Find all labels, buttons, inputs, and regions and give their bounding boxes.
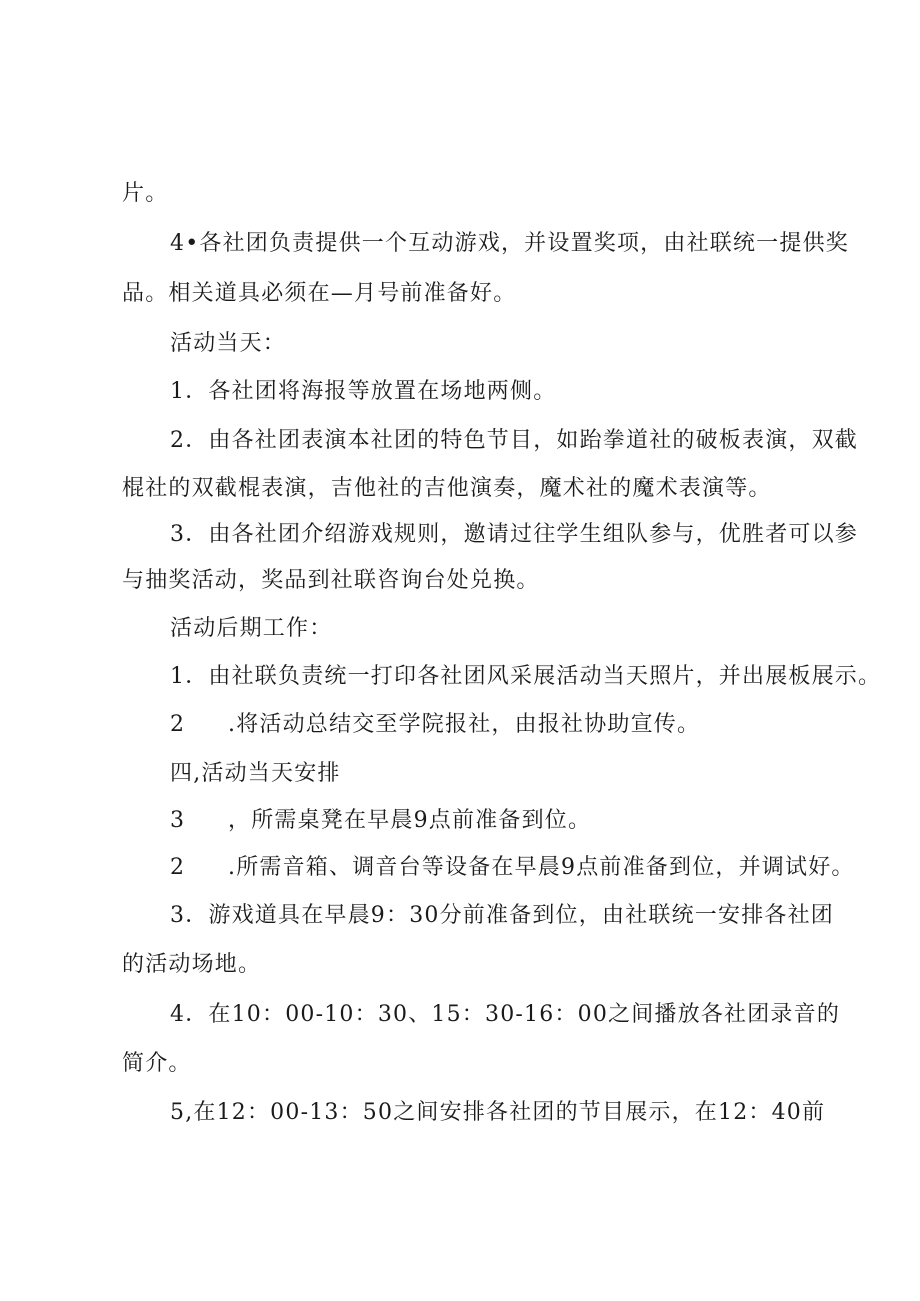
- text-line: 2．由各社团表演本社团的特色节目，如跆拳道社的破板表演，双截: [170, 428, 858, 453]
- section-heading: 四,活动当天安排: [170, 761, 341, 786]
- text-line: 与抽奖活动，奖品到社联咨询台处兑换。: [122, 568, 540, 593]
- text-line: 4•各社团负责提供一个互动游戏，并设置奖项，由社联统一提供奖: [170, 231, 849, 256]
- list-number: 3: [170, 808, 186, 833]
- text-line: 的活动场地。: [122, 952, 262, 977]
- text-line: 3．由各社团介绍游戏规则，邀请过往学生组队参与，优胜者可以参: [170, 522, 858, 547]
- list-number: 2: [170, 855, 186, 880]
- text-line: 棍社的双截棍表演，吉他社的吉他演奏，魔术社的魔术表演等。: [122, 476, 772, 501]
- text-line: 4．在10：00-10：30、15：30-16：00之间播放各社团录音的: [170, 1002, 841, 1027]
- text-line: 1．由社联负责统一打印各社团风采展活动当天照片，并出展板展示。: [170, 664, 882, 689]
- text-line: .将活动总结交至学院报社，由报社协助宣传。: [228, 712, 701, 737]
- text-line: 5,在12：00-13：50之间安排各社团的节目展示，在12：40前: [170, 1100, 826, 1125]
- text-line: .所需音箱、调音台等设备在早晨9点前准备到位，并调试好。: [228, 855, 855, 880]
- text-line: 简介。: [122, 1051, 192, 1076]
- text-line: 1．各社团将海报等放置在场地两侧。: [170, 379, 557, 404]
- text-line: 3．游戏道具在早晨9：30分前准备到位，由社联统一安排各社团: [170, 903, 834, 928]
- text-line: 片。: [122, 181, 169, 206]
- text-line: 品。相关道具必须在—月号前准备好。: [122, 281, 517, 306]
- list-number: 2: [170, 712, 186, 737]
- section-heading: 活动当天：: [170, 331, 287, 356]
- text-line: ，所需桌凳在早晨9点前准备到位。: [228, 808, 592, 833]
- section-heading: 活动后期工作：: [170, 616, 333, 641]
